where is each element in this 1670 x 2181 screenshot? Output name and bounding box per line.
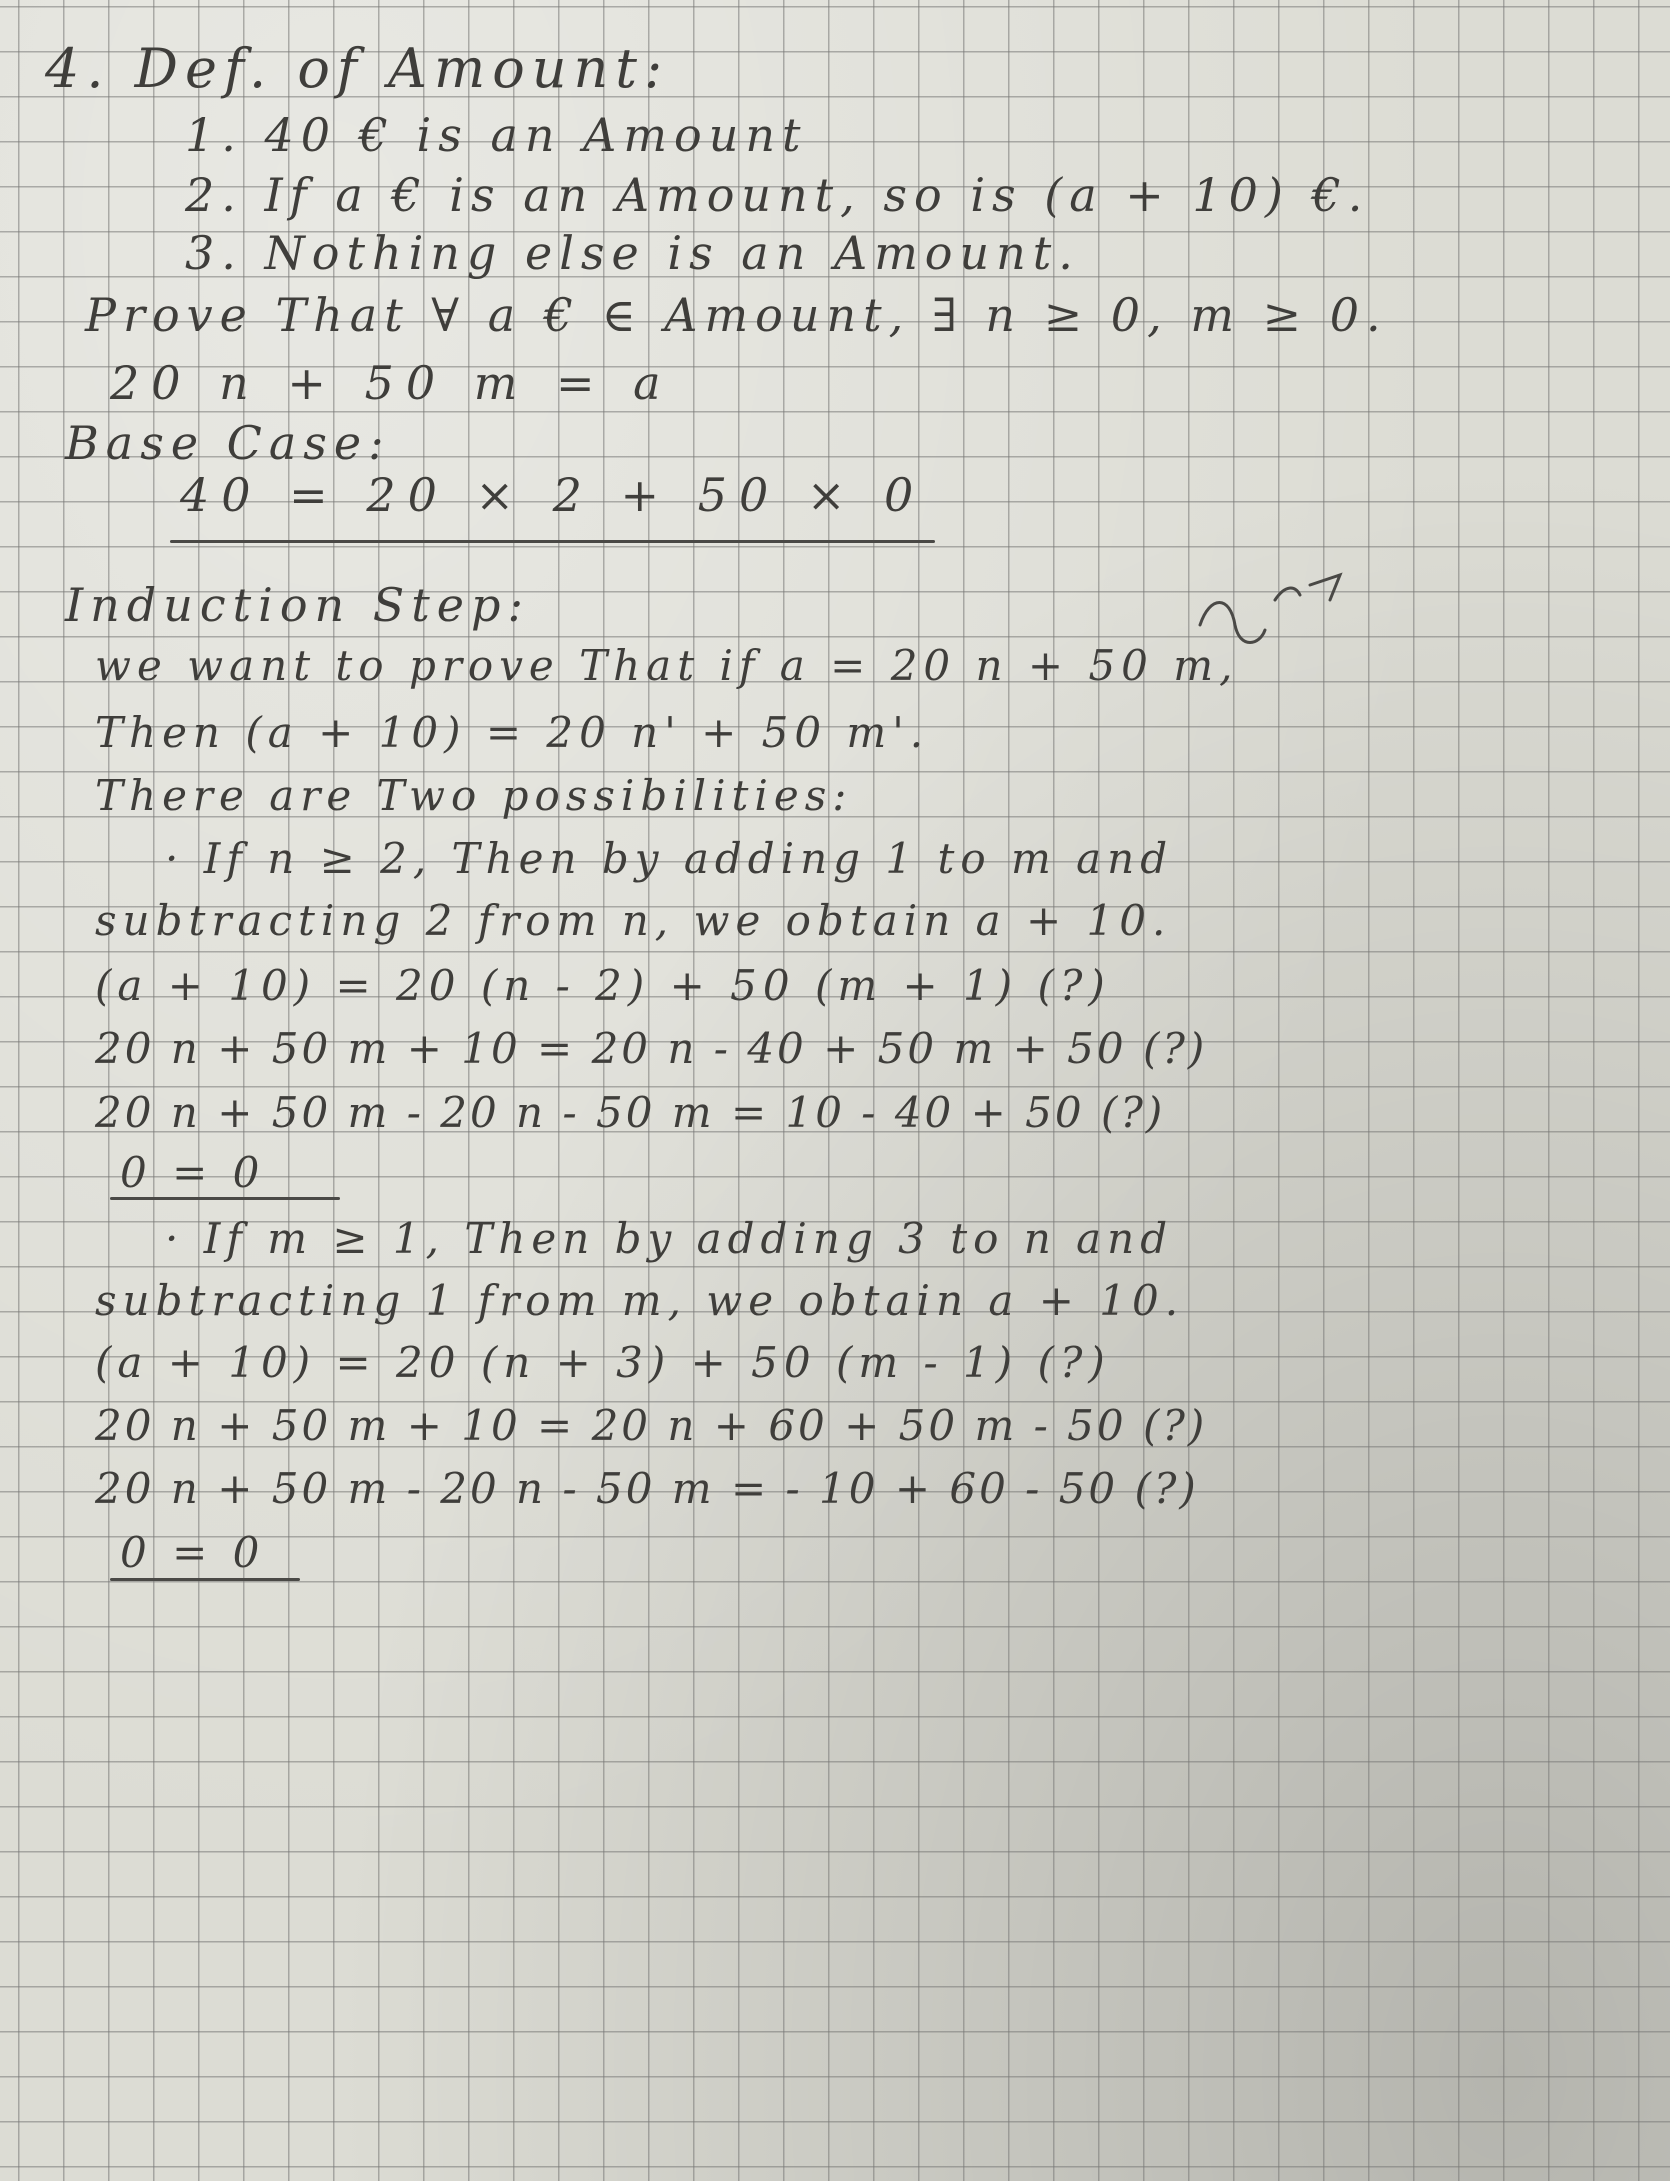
case1-equation-2: 20 n + 50 m + 10 = 20 n - 40 + 50 m + 50 (?): [95, 1024, 1208, 1073]
base-case-equation: 40 = 20 × 2 + 50 × 0: [180, 468, 926, 522]
prove-equation: 20 n + 50 m = a: [110, 356, 673, 410]
base-case-underline: [170, 540, 935, 543]
definition-item-3: 3. Nothing else is an Amount.: [185, 226, 1080, 280]
induction-line-1: we want to prove That if a = 20 n + 50 m,: [95, 641, 1239, 690]
induction-title: Induction Step:: [65, 578, 530, 632]
case1-result: 0 = 0: [120, 1148, 266, 1197]
possibilities-line: There are Two possibilities:: [95, 771, 853, 820]
case1-intro-1: · If n ≥ 2, Then by adding 1 to m and: [165, 834, 1174, 883]
prove-statement: Prove That ∀ a € ∈ Amount, ∃ n ≥ 0, m ≥ 0.: [85, 288, 1388, 342]
case1-result-underline: [110, 1197, 340, 1200]
case2-equation-2: 20 n + 50 m + 10 = 20 n + 60 + 50 m - 50 (?): [95, 1401, 1208, 1450]
case1-equation-1: (a + 10) = 20 (n - 2) + 50 (m + 1) (?): [95, 961, 1111, 1010]
definition-item-1: 1. 40 € is an Amount: [185, 108, 808, 162]
case2-intro-2: subtracting 1 from m, we obtain a + 10.: [95, 1276, 1185, 1325]
case2-equation-3: 20 n + 50 m - 20 n - 50 m = - 10 + 60 - 50 (?): [95, 1464, 1199, 1513]
case2-result: 0 = 0: [120, 1528, 266, 1577]
case1-intro-2: subtracting 2 from n, we obtain a + 10.: [95, 896, 1172, 945]
case2-intro-1: · If m ≥ 1, Then by adding 3 to n and: [165, 1214, 1174, 1263]
case2-result-underline: [110, 1578, 300, 1581]
definition-item-2: 2. If a € is an Amount, so is (a + 10) €.: [185, 168, 1370, 222]
base-case-title: Base Case:: [65, 416, 391, 470]
heading: 4. Def. of Amount:: [45, 37, 670, 100]
case1-equation-3: 20 n + 50 m - 20 n - 50 m = 10 - 40 + 50 (?): [95, 1088, 1166, 1137]
induction-line-2: Then (a + 10) = 20 n' + 50 m'.: [95, 708, 930, 757]
case2-equation-1: (a + 10) = 20 (n + 3) + 50 (m - 1) (?): [95, 1338, 1111, 1387]
